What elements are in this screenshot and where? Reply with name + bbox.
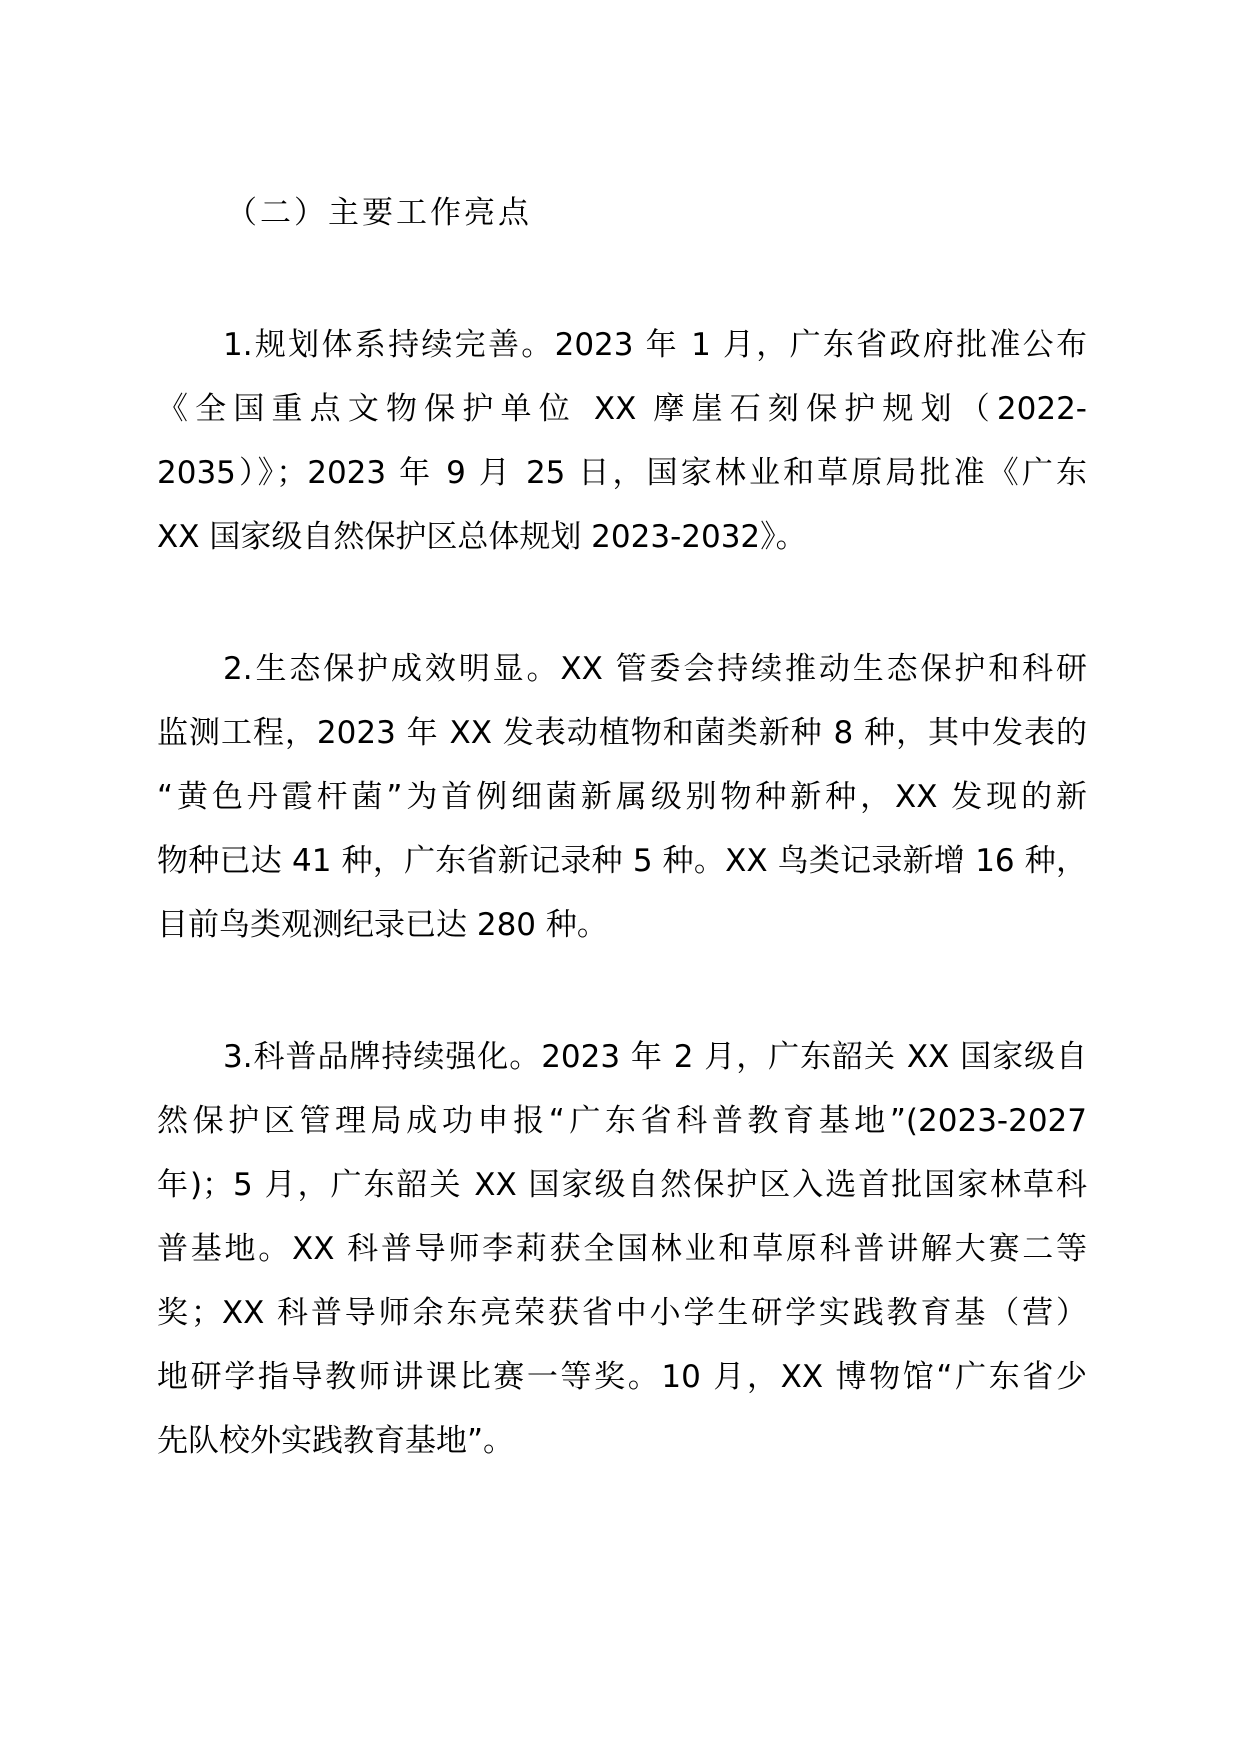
paragraph-line: 《全国重点文物保护单位 XX 摩崖石刻保护规划（2022- bbox=[157, 391, 1087, 427]
section-heading: （二）主要工作亮点 bbox=[226, 195, 532, 231]
paragraph-line: 年)；5 月，广东韶关 XX 国家级自然保护区入选首批国家林草科 bbox=[157, 1167, 1087, 1203]
paragraph-line: 目前鸟类观测纪录已达 280 种。 bbox=[157, 907, 608, 943]
paragraph-line: “黄色丹霞杆菌”为首例细菌新属级别物种新种，XX 发现的新 bbox=[157, 779, 1087, 815]
paragraph-line: 地研学指导教师讲课比赛一等奖。10 月，XX 博物馆“广东省少 bbox=[157, 1359, 1087, 1395]
paragraph-line: 2.生态保护成效明显。XX 管委会持续推动生态保护和科研 bbox=[223, 651, 1087, 687]
paragraph-science-popularization bbox=[157, 1025, 1087, 1473]
paragraph-planning bbox=[157, 313, 1087, 569]
paragraph-line: 1.规划体系持续完善。2023 年 1 月，广东省政府批准公布 bbox=[223, 327, 1087, 363]
paragraph-line: XX 国家级自然保护区总体规划 2023-2032》。 bbox=[157, 519, 807, 555]
paragraph-line: 3.科普品牌持续强化。2023 年 2 月，广东韶关 XX 国家级自 bbox=[223, 1039, 1087, 1075]
paragraph-line: 奖；XX 科普导师余东亮荣获省中小学生研学实践教育基（营） bbox=[157, 1295, 1087, 1331]
paragraph-line: 物种已达 41 种，广东省新记录种 5 种。XX 鸟类记录新增 16 种， bbox=[157, 843, 1087, 879]
paragraph-line: 2035）》；2023 年 9 月 25 日，国家林业和草原局批准《广东 bbox=[157, 455, 1087, 491]
paragraph-line: 先队校外实践教育基地”。 bbox=[157, 1423, 515, 1459]
paragraph-ecology bbox=[157, 637, 1087, 957]
paragraph-line: 普基地。XX 科普导师李莉获全国林业和草原科普讲解大赛二等 bbox=[157, 1231, 1087, 1267]
paragraph-line: 然保护区管理局成功申报“广东省科普教育基地”(2023-2027 bbox=[157, 1103, 1087, 1139]
paragraph-line: 监测工程，2023 年 XX 发表动植物和菌类新种 8 种，其中发表的 bbox=[157, 715, 1087, 751]
